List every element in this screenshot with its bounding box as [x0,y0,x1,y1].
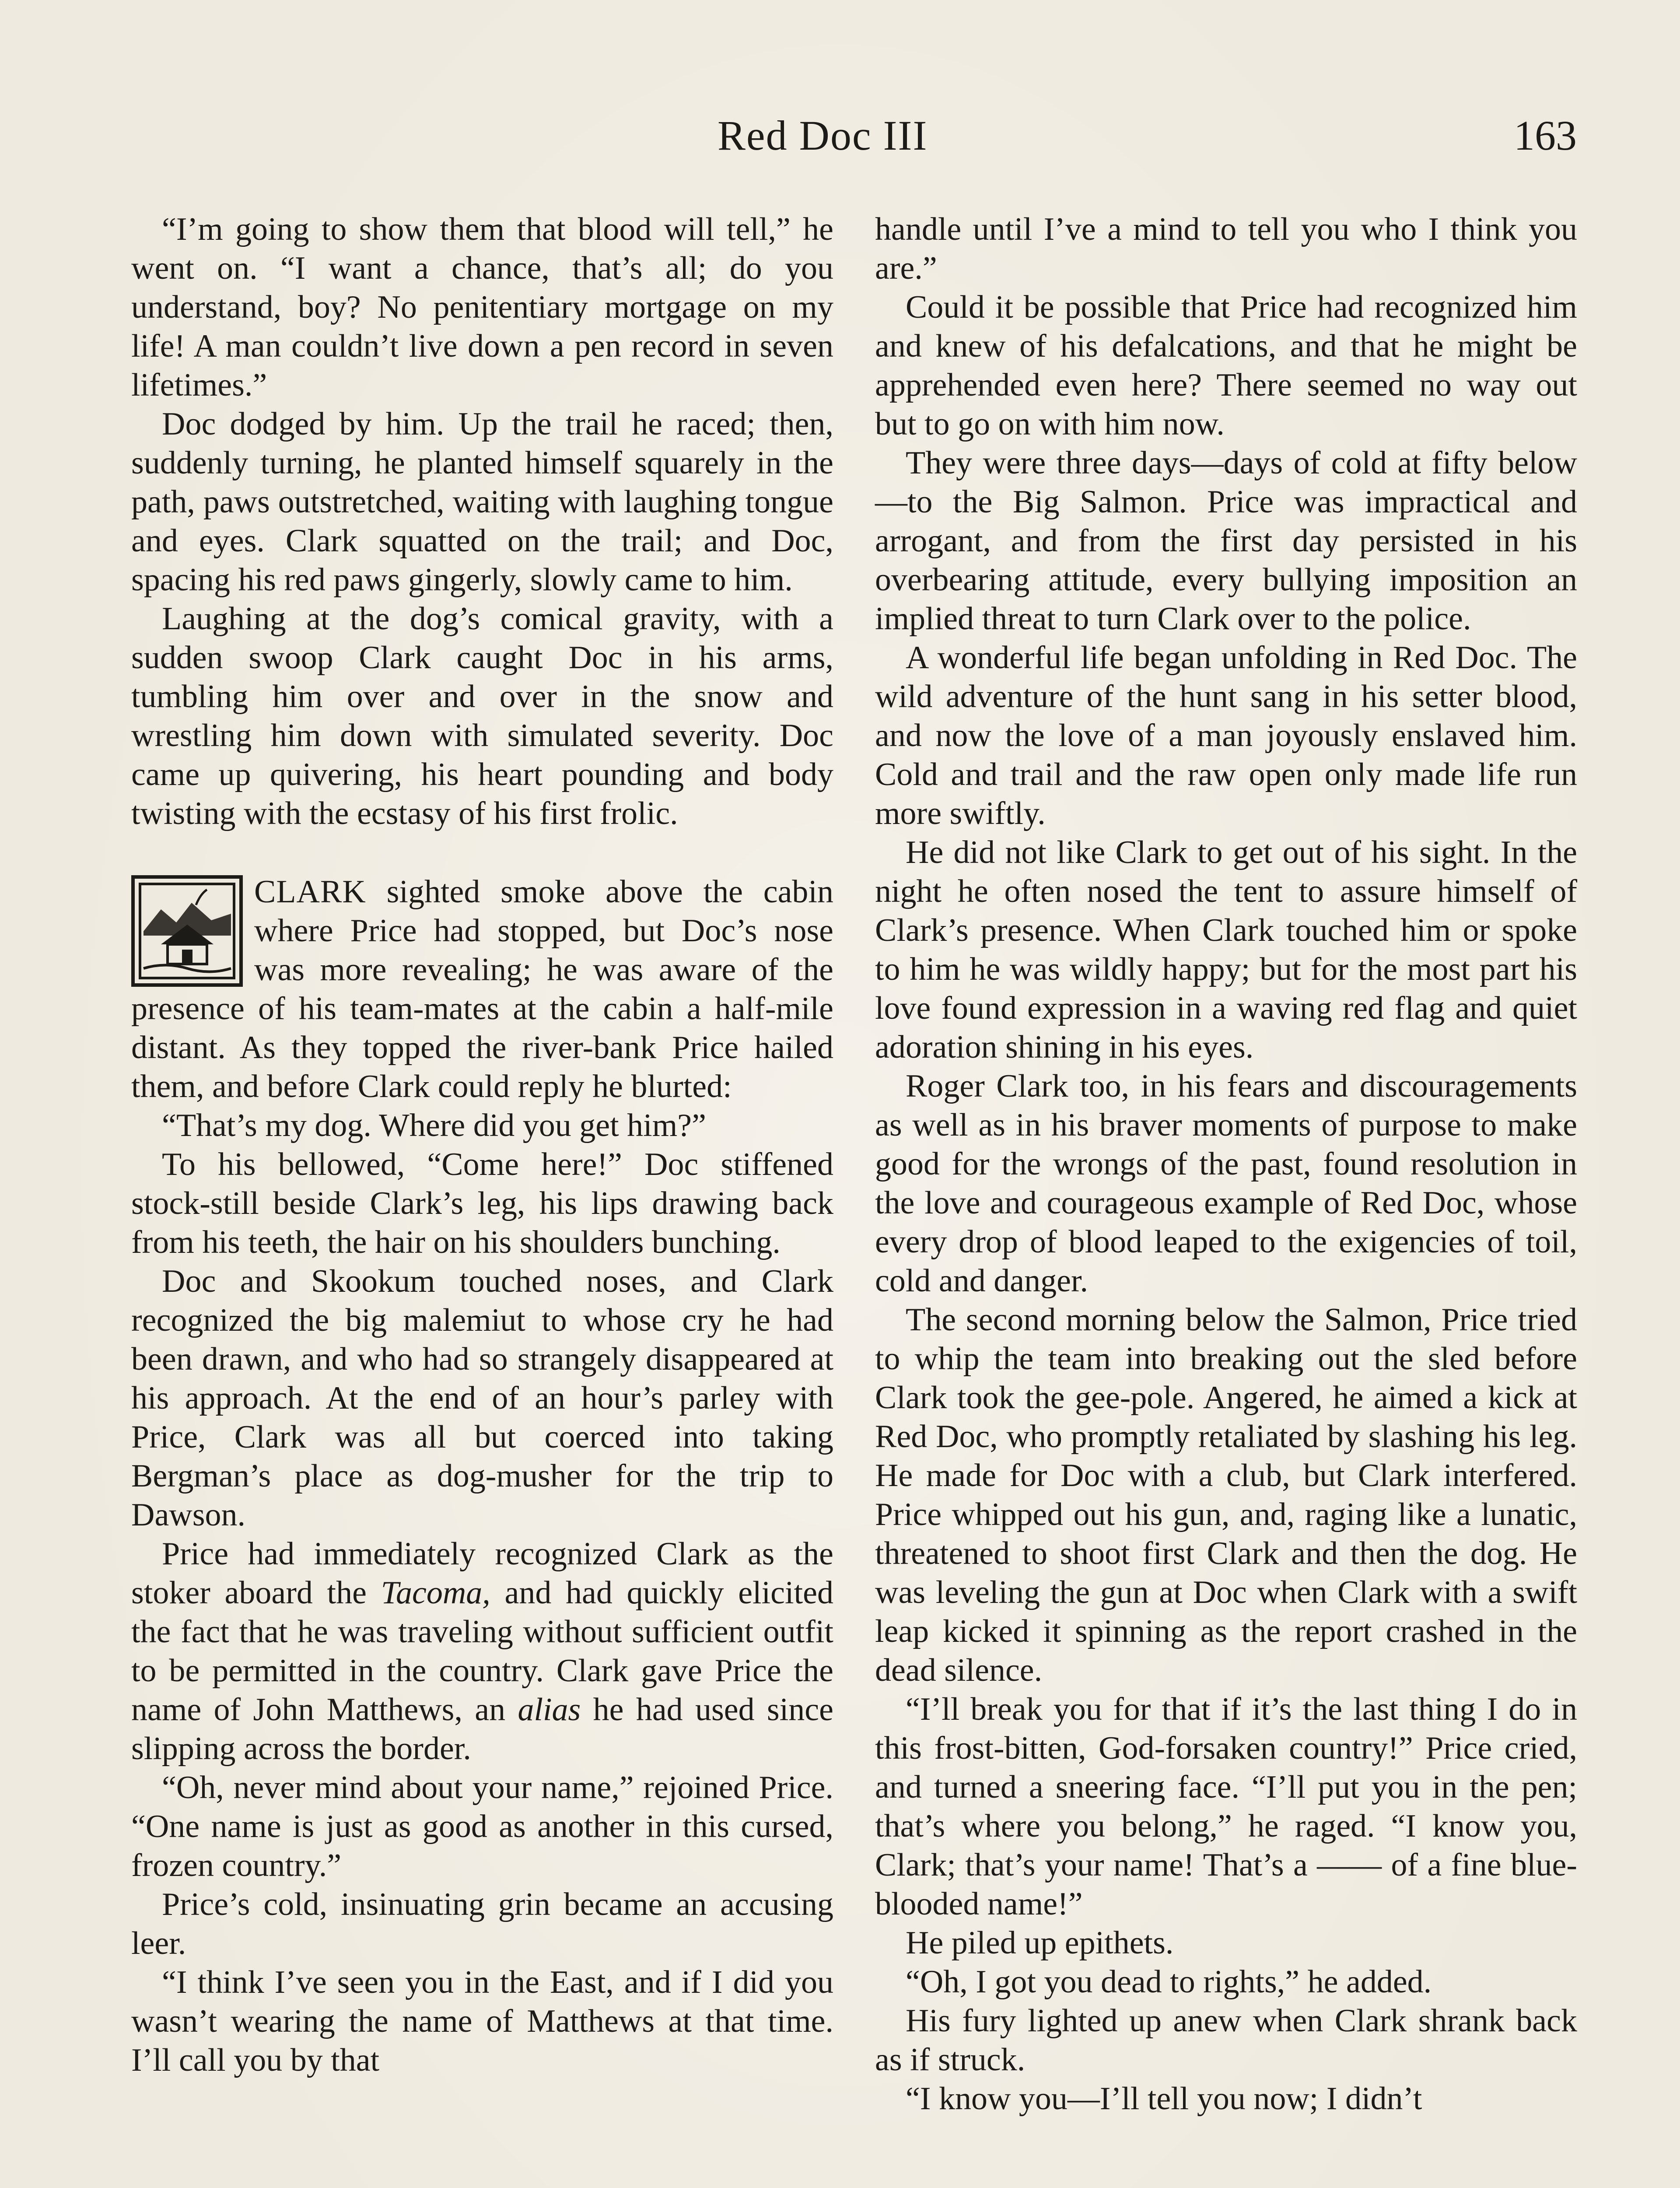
section-lead-word: CLARK [254,874,366,910]
paragraph: Doc and Skookum touched noses, and Clark recognized the big malemiut to whose cry he had been drawn, and who had so strangely disappeared at his approach. At the end of an hour’s parley with Price, Clark was all but coerced into taking Bergman’s place as dog-musher for the trip to Dawson. [131,1263,833,1533]
section-opening-paragraph [131,873,833,1106]
paragraph: “Oh, I got you dead to rights,” he added. [906,1964,1432,2000]
section-first-text: sighted smoke above the cabin where Price had stopped, but Doc’s nose was more revealing; he was aware of the presence of his team-mates at the cabin a half-mile distant. As they topped the river-bank Price hailed them, and before Clark could reply he blurted: [131,874,833,1105]
text-run: and had quickly elicited the fact that he was traveling without sufficient outfit to be permitted in the country. Clark gave Price the name of John Matthews, an [131,1575,833,1728]
paragraph: “I’m going to show them that blood will tell,” he went on. “I want a chance, that’s all; do you understand, boy? No penitentiary mortgage on my life! A man couldn’t live down a pen record in seven lifetimes.” [131,211,833,403]
text-run: he had used since slipping across the border. [131,1692,833,1767]
paragraph: He piled up epithets. [906,1925,1174,1961]
cabin-ornament-icon [131,875,243,987]
alias-word: alias [518,1692,581,1728]
section-break [131,833,833,873]
page-number: 163 [1514,112,1577,159]
text-run: Price had immediately recognized Clark as the stoker aboard the [131,1536,833,1611]
left-column [131,210,833,2080]
paragraph: Laughing at the dog’s comical gravity, with a sudden swoop Clark caught Doc in his arms, tumbling him over and over in the snow and wrestling him down with simulated severity. Doc came up quivering, his heart pounding and body twisting with the ecstasy of his first frolic. [131,601,833,831]
paragraph: “Oh, never mind about your name,” rejoined Price. “One name is just as good as another in this cursed, frozen country.” [131,1770,833,1883]
paragraph: Could it be possible that Price had recognized him and knew of his defalcations, and that he might be apprehended even here? There seemed no way out but to go on with him now. [875,289,1577,442]
paragraph: Roger Clark too, in his fears and discouragements as well as in his braver moments of purpose to make good for the wrongs of the past, found resolution in the love and courageous example of Red Doc, whose every drop of blood leaped to the exigencies of toil, cold and danger. [875,1068,1577,1299]
paragraph: Price’s cold, insinuating grin became an accusing leer. [131,1886,833,1961]
continued-paragraph: handle until I’ve a mind to tell you who I think you are.” [875,211,1577,286]
paragraph: “I know you—I’ll tell you now; I didn’t [906,2081,1422,2117]
paragraph-tacoma [131,1535,833,1768]
ship-name: Tacoma, [381,1575,490,1611]
paragraph: His fury lighted up anew when Clark shrank back as if struck. [875,2003,1577,2078]
paragraph: A wonderful life began unfolding in Red Doc. The wild adventure of the hunt sang in his setter blood, and now the love of a man joyously enslaved him. Cold and trail and the raw open only made life run more swiftly. [875,640,1577,831]
right-column [875,210,1577,2118]
paragraph: He did not like Clark to get out of his sight. In the night he often nosed the tent to assure himself of Clark’s presence. When Clark touched him or spoke to him he was wildly happy; but for the most part his love found expression in a waving red flag and quiet adoration shining in his eyes. [875,835,1577,1065]
running-title: Red Doc III [718,112,928,159]
paragraph: “That’s my dog. Where did you get him?” [162,1108,706,1143]
paragraph: “I think I’ve seen you in the East, and if I did you wasn’t wearing the name of Matthews at that time. I’ll call you by that [131,1964,833,2078]
paragraph: Doc dodged by him. Up the trail he raced; then, suddenly turning, he planted himself squarely in the path, paws outstretched, waiting with laughing tongue and eyes. Clark squatted on the trail; and Doc, spacing his red paws gingerly, slowly came to him. [131,406,833,598]
running-head [0,105,1680,166]
paragraph: “I’ll break you for that if it’s the last thing I do in this frost-bitten, God-forsaken country!” Price cried, and turned a sneering face. “I’ll put you in the pen; that’s where you belong,” he raged. “I know you, Clark; that’s your name! That’s a —— of a fine blue-blooded name!” [875,1691,1577,1922]
paragraph: They were three days—days of cold at fifty below—to the Big Salmon. Price was impractical and arrogant, and from the first day persisted in his overbearing attitude, every bullying imposition an implied threat to turn Clark over to the police. [875,445,1577,637]
paragraph: The second morning below the Salmon, Price tried to whip the team into breaking out the sled before Clark took the gee-pole. Angered, he aimed a kick at Red Doc, who promptly retaliated by slashing his leg. He made for Doc with a club, but Clark interfered. Price whipped out his gun, and, raging like a lunatic, threatened to shoot first Clark and then the dog. He was leveling the gun at Doc when Clark with a swift leap kicked it spinning as the report crashed in the dead silence. [875,1302,1577,1688]
paragraph: To his bellowed, “Come here!” Doc stiffened stock-still beside Clark’s leg, his lips drawing back from his teeth, the hair on his shoulders bunching. [131,1147,833,1260]
